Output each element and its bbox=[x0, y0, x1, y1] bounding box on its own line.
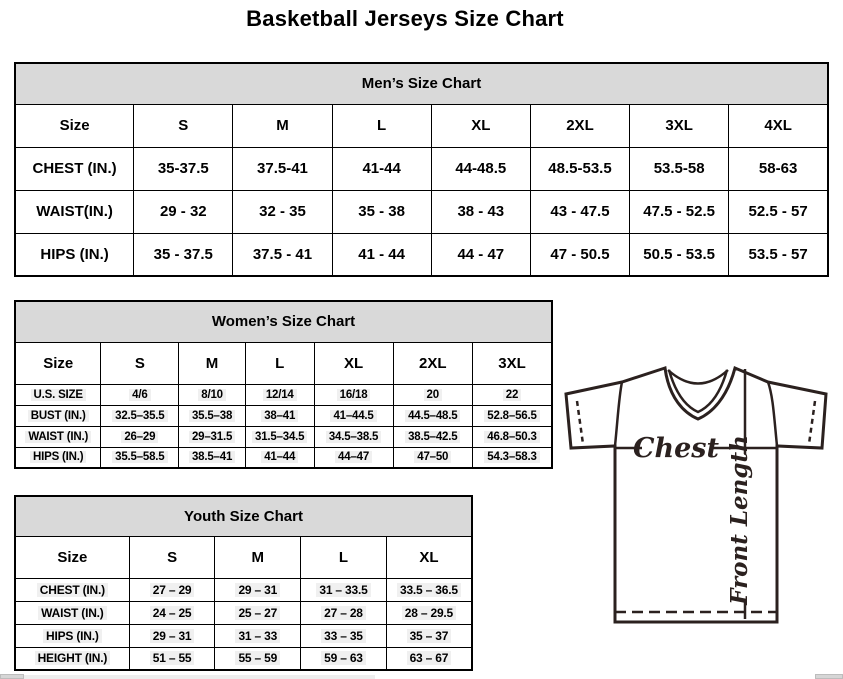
column-header: M bbox=[215, 536, 301, 578]
table-header-row bbox=[15, 536, 472, 578]
cell-value: 27 – 29 bbox=[150, 583, 195, 597]
table-cell bbox=[129, 647, 215, 670]
cell-value: 35-37.5 bbox=[157, 160, 209, 177]
row-label-text: CHEST (IN.) bbox=[32, 160, 117, 177]
table-title: Youth Size Chart bbox=[15, 496, 472, 536]
table-cell bbox=[332, 147, 431, 190]
row-label bbox=[15, 426, 101, 447]
table-cell bbox=[530, 190, 629, 233]
table-cell bbox=[393, 405, 472, 426]
row-label-text: WAIST (IN.) bbox=[25, 431, 91, 443]
table-cell bbox=[729, 147, 828, 190]
cell-value: 52.8–56.5 bbox=[484, 410, 539, 422]
table-cell bbox=[431, 233, 530, 276]
cell-value: 32.5–35.5 bbox=[112, 410, 167, 422]
table-cell bbox=[301, 624, 387, 647]
table-cell bbox=[101, 384, 179, 405]
table-cell bbox=[332, 233, 431, 276]
table-cell bbox=[179, 405, 246, 426]
table-title-row bbox=[15, 63, 828, 104]
cell-value: 37.5 - 41 bbox=[252, 245, 313, 263]
cell-value: 33.5 – 36.5 bbox=[397, 583, 461, 597]
cell-value: 47.5 - 52.5 bbox=[643, 203, 715, 220]
table-cell bbox=[179, 447, 246, 468]
table-cell bbox=[245, 426, 314, 447]
table-cell bbox=[101, 405, 179, 426]
cell-value: 63 – 67 bbox=[407, 651, 452, 665]
table-cell bbox=[472, 405, 552, 426]
table-row bbox=[15, 405, 552, 426]
cell-value: 41-44 bbox=[362, 160, 401, 177]
table-cell bbox=[179, 384, 246, 405]
cell-value: 24 – 25 bbox=[150, 606, 195, 620]
cell-value: 44 - 47 bbox=[457, 245, 505, 263]
table-cell bbox=[101, 447, 179, 468]
table-cell bbox=[129, 578, 215, 601]
table-cell bbox=[245, 384, 314, 405]
jersey-outline bbox=[566, 368, 826, 622]
table-cell bbox=[129, 601, 215, 624]
cell-value: 58-63 bbox=[758, 160, 798, 177]
page-title: Basketball Jerseys Size Chart bbox=[246, 6, 564, 31]
column-header: Size bbox=[15, 104, 134, 147]
column-header: XL bbox=[431, 104, 530, 147]
table-row bbox=[15, 624, 472, 647]
table-cell bbox=[314, 384, 393, 405]
table-cell bbox=[233, 190, 332, 233]
column-header: M bbox=[233, 104, 332, 147]
cell-value: 29–31.5 bbox=[189, 431, 235, 443]
cell-value: 4/6 bbox=[129, 389, 150, 401]
row-label bbox=[15, 384, 101, 405]
chest-label: Chest bbox=[633, 433, 719, 464]
row-label bbox=[15, 233, 134, 276]
table-header-row bbox=[15, 342, 552, 384]
row-label bbox=[15, 601, 129, 624]
cell-value: 44–47 bbox=[335, 451, 372, 463]
cell-value: 35 - 38 bbox=[358, 203, 405, 220]
column-header: 3XL bbox=[630, 104, 729, 147]
cell-value: 20 bbox=[424, 389, 442, 401]
cell-value: 44-48.5 bbox=[455, 160, 507, 177]
jersey-measurement-diagram bbox=[558, 356, 842, 632]
cell-value: 35 - 37.5 bbox=[153, 245, 213, 263]
row-label-text: HIPS (IN.) bbox=[43, 629, 102, 643]
row-label-text: BUST (IN.) bbox=[28, 410, 89, 422]
table-cell bbox=[393, 447, 472, 468]
cell-value: 38.5–42.5 bbox=[405, 431, 460, 443]
table-cell bbox=[215, 647, 301, 670]
cell-value: 50.5 - 53.5 bbox=[643, 245, 715, 263]
table-cell bbox=[233, 233, 332, 276]
table-row bbox=[15, 447, 552, 468]
cell-value: 38 - 43 bbox=[457, 203, 505, 220]
table-cell bbox=[431, 190, 530, 233]
table-title-row bbox=[15, 301, 552, 342]
cell-value: 31.5–34.5 bbox=[252, 431, 307, 443]
column-header: 3XL bbox=[472, 342, 552, 384]
cell-value: 55 – 59 bbox=[235, 651, 280, 665]
cell-value: 51 – 55 bbox=[150, 651, 195, 665]
cell-value: 16/18 bbox=[337, 389, 371, 401]
column-header: M bbox=[179, 342, 246, 384]
cell-value: 8/10 bbox=[198, 389, 226, 401]
row-label bbox=[15, 190, 134, 233]
front-length-label: Front Length bbox=[726, 435, 753, 605]
column-header: S bbox=[134, 104, 233, 147]
table-row bbox=[15, 147, 828, 190]
table-cell bbox=[393, 426, 472, 447]
youth-size-table bbox=[14, 495, 473, 671]
table-row bbox=[15, 647, 472, 670]
cell-value: 41 - 44 bbox=[358, 245, 405, 263]
row-label-text: WAIST(IN.) bbox=[36, 203, 113, 220]
cell-value: 53.5 - 57 bbox=[748, 245, 808, 263]
table-cell bbox=[314, 426, 393, 447]
table-cell bbox=[386, 601, 472, 624]
collar-back-arc bbox=[668, 370, 728, 384]
table-cell bbox=[472, 384, 552, 405]
cell-value: 43 - 47.5 bbox=[550, 203, 610, 220]
cell-value: 37.5-41 bbox=[257, 160, 308, 177]
cell-value: 35 – 37 bbox=[407, 629, 452, 643]
scrollbar-thumb[interactable] bbox=[24, 675, 375, 679]
table-cell bbox=[215, 601, 301, 624]
table-row bbox=[15, 190, 828, 233]
column-header: Size bbox=[15, 536, 129, 578]
cell-value: 38.5–41 bbox=[189, 451, 235, 463]
table-row bbox=[15, 426, 552, 447]
table-cell bbox=[729, 190, 828, 233]
cell-value: 25 – 27 bbox=[235, 606, 280, 620]
column-header: L bbox=[301, 536, 387, 578]
cell-value: 59 – 63 bbox=[321, 651, 366, 665]
table-title-row bbox=[15, 496, 472, 536]
column-header: Size bbox=[15, 342, 101, 384]
column-header: 2XL bbox=[393, 342, 472, 384]
row-label-text: HEIGHT (IN.) bbox=[35, 651, 111, 665]
row-label bbox=[15, 447, 101, 468]
table-cell bbox=[233, 147, 332, 190]
table-cell bbox=[134, 233, 233, 276]
cell-value: 34.5–38.5 bbox=[326, 431, 381, 443]
table-cell bbox=[129, 624, 215, 647]
cell-value: 38–41 bbox=[261, 410, 298, 422]
table-cell bbox=[386, 578, 472, 601]
cell-value: 52.5 - 57 bbox=[748, 203, 808, 220]
column-header: L bbox=[245, 342, 314, 384]
row-label-text: CHEST (IN.) bbox=[37, 583, 108, 597]
column-header: S bbox=[129, 536, 215, 578]
column-header: S bbox=[101, 342, 179, 384]
cell-value: 29 – 31 bbox=[235, 583, 280, 597]
scrollbar-left-button[interactable] bbox=[0, 674, 24, 679]
table-cell bbox=[472, 426, 552, 447]
column-header: XL bbox=[386, 536, 472, 578]
cell-value: 28 – 29.5 bbox=[402, 606, 456, 620]
table-cell bbox=[314, 405, 393, 426]
cell-value: 35.5–58.5 bbox=[112, 451, 167, 463]
row-label bbox=[15, 578, 129, 601]
table-cell bbox=[134, 147, 233, 190]
table-title: Women’s Size Chart bbox=[15, 301, 552, 342]
table-cell bbox=[630, 190, 729, 233]
row-label-text: U.S. SIZE bbox=[31, 389, 86, 401]
table-cell bbox=[472, 447, 552, 468]
table-header-row bbox=[15, 104, 828, 147]
row-label bbox=[15, 624, 129, 647]
table-row bbox=[15, 233, 828, 276]
scrollbar-right-button[interactable] bbox=[815, 674, 843, 679]
table-cell bbox=[101, 426, 179, 447]
table-cell bbox=[134, 190, 233, 233]
cell-value: 29 – 31 bbox=[150, 629, 195, 643]
cell-value: 31 – 33.5 bbox=[316, 583, 370, 597]
table-cell bbox=[386, 647, 472, 670]
cell-value: 27 – 28 bbox=[321, 606, 366, 620]
table-cell bbox=[215, 578, 301, 601]
column-header: 4XL bbox=[729, 104, 828, 147]
cell-value: 26–29 bbox=[121, 431, 158, 443]
row-label-text: HIPS (IN.) bbox=[30, 451, 86, 463]
table-cell bbox=[630, 147, 729, 190]
table-cell bbox=[301, 647, 387, 670]
table-cell bbox=[530, 233, 629, 276]
table-row bbox=[15, 578, 472, 601]
table-cell bbox=[332, 190, 431, 233]
table-cell bbox=[215, 624, 301, 647]
cell-value: 31 – 33 bbox=[235, 629, 280, 643]
table-cell bbox=[431, 147, 530, 190]
cell-value: 41–44 bbox=[261, 451, 298, 463]
cell-value: 35.5–38 bbox=[189, 410, 235, 422]
cell-value: 32 - 35 bbox=[259, 203, 306, 220]
row-label-text: WAIST (IN.) bbox=[38, 606, 106, 620]
table-row bbox=[15, 601, 472, 624]
table-title: Men’s Size Chart bbox=[15, 63, 828, 104]
table-cell bbox=[245, 447, 314, 468]
table-cell bbox=[179, 426, 246, 447]
cell-value: 33 – 35 bbox=[321, 629, 366, 643]
column-header: L bbox=[332, 104, 431, 147]
row-label-text: HIPS (IN.) bbox=[40, 245, 109, 263]
row-label bbox=[15, 405, 101, 426]
table-cell bbox=[393, 384, 472, 405]
mens-size-table bbox=[14, 62, 829, 277]
cell-value: 54.3–58.3 bbox=[484, 451, 539, 463]
row-label bbox=[15, 147, 134, 190]
column-header: XL bbox=[314, 342, 393, 384]
row-label bbox=[15, 647, 129, 670]
table-cell bbox=[245, 405, 314, 426]
cell-value: 47–50 bbox=[414, 451, 451, 463]
table-cell bbox=[630, 233, 729, 276]
table-cell bbox=[301, 578, 387, 601]
table-cell bbox=[314, 447, 393, 468]
cell-value: 53.5-58 bbox=[653, 160, 705, 177]
cell-value: 46.8–50.3 bbox=[484, 431, 539, 443]
cell-value: 44.5–48.5 bbox=[405, 410, 460, 422]
cell-value: 41–44.5 bbox=[330, 410, 376, 422]
table-cell bbox=[386, 624, 472, 647]
womens-size-table bbox=[14, 300, 553, 469]
cell-value: 12/14 bbox=[263, 389, 297, 401]
cell-value: 22 bbox=[503, 389, 521, 401]
table-cell bbox=[530, 147, 629, 190]
table-cell bbox=[301, 601, 387, 624]
cell-value: 47 - 50.5 bbox=[550, 245, 610, 263]
column-header: 2XL bbox=[530, 104, 629, 147]
table-row bbox=[15, 384, 552, 405]
cell-value: 29 - 32 bbox=[159, 203, 207, 220]
cell-value: 48.5-53.5 bbox=[548, 160, 612, 177]
table-cell bbox=[729, 233, 828, 276]
